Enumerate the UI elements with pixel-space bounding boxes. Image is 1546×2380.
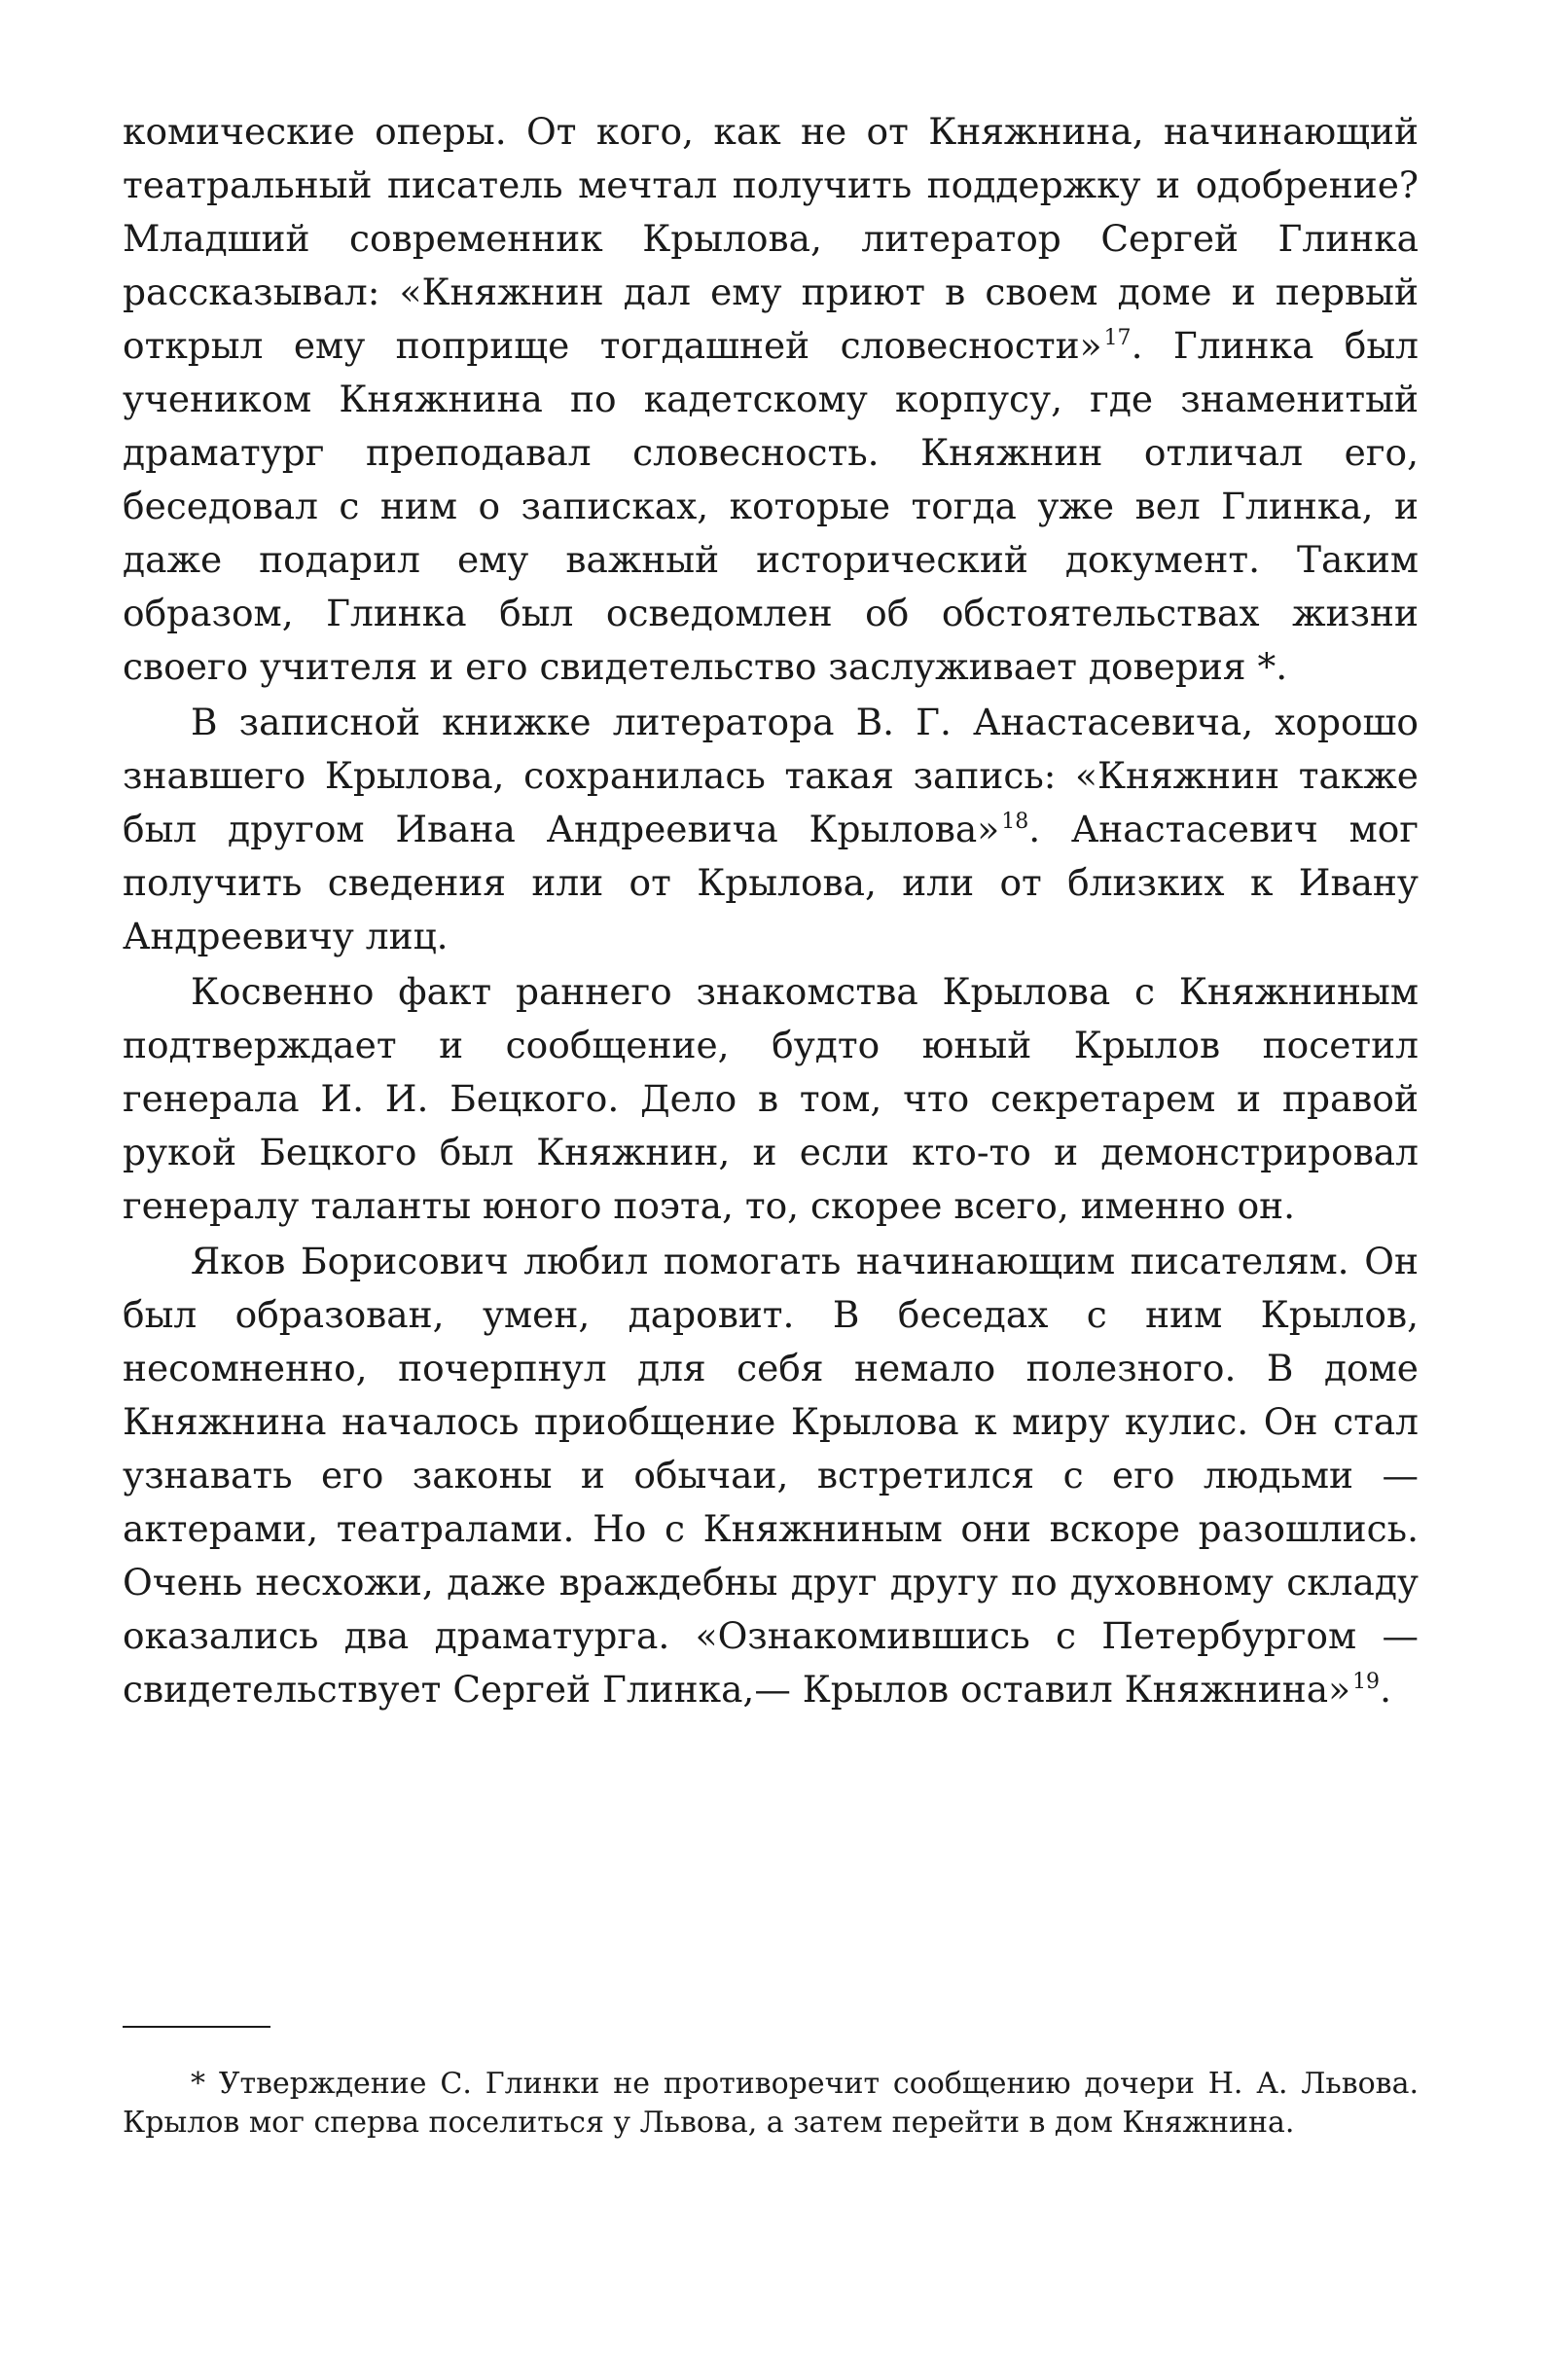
paragraph-3-text: Косвенно факт раннего знакомства Крылова с Княжниным подтверждает и сообщение, будто юный Крылов посетил генерала И. И. Бецкого. Дело в том, что секретарем и правой рукой Бецкого был Княжнин, и если кто-то и демонстрировал генералу таланты юного поэта, то, скорее всего, именно он. [123,970,1419,1227]
footnote-separator [123,2026,270,2028]
paragraph-4-tail: . [1380,1668,1391,1711]
paragraph-1-text: комические оперы. От кого, как не от Княжнина, начинающий театральный писатель мечтал получить поддержку и одобрение? Младший современник Крылова, литератор Сергей Глинка рассказывал: «Княжнин дал ему приют в своем доме и первый открыл ему поприще тогдашней словесности» [123,110,1419,367]
paragraph-1 [123,105,1419,694]
footnote-ref-18: 18 [1001,810,1029,834]
paragraph-4 [123,1235,1419,1716]
paragraph-1-tail: . Глинка был учеником Княжнина по кадетскому корпусу, где знаменитый драматург преподавал словесность. Княжнин отличал его, беседовал с ним о записках, которые тогда уже вел Глинка, и даже подарил ему важный исторический документ. Таким образом, Глинка был осведомлен об обстоятельствах жизни своего учителя и его свидетельство заслуживает доверия *. [123,324,1419,688]
footnote-ref-19: 19 [1352,1670,1381,1694]
paragraph-2-tail: . Анастасевич мог получить сведения или от Крылова, или от близких к Ивану Андреевичу лиц. [123,808,1419,957]
footnote: * Утверждение С. Глинки не противоречит сообщению дочери Н. А. Львова. Крылов мог сперва поселиться у Львова, а затем перейти в дом Княжнина. [123,2067,1419,2140]
paragraph-4-text: Яков Борисович любил помогать начинающим писателям. Он был образован, умен, даровит. В беседах с ним Крылов, несомненно, почерпнул для себя немало полезного. В доме Княжнина началось приобщение Крылова к миру кулис. Он стал узнавать его законы и обычаи, встретился с его людьми — актерами, театралами. Но с Княжниным они вскоре разошлись. Очень несхожи, даже враждебны друг другу по духовному складу оказались два драматурга. «Ознакомившись с Петербургом — свидетельствует Сергей Глинка,— Крылов оставил Княжнина» [123,1240,1419,1711]
main-text [123,105,1419,1716]
paragraph-2 [123,696,1419,963]
paragraph-3 [123,965,1419,1233]
paragraph-2-text: В записной книжке литератора В. Г. Анастасевича, хорошо знавшего Крылова, сохранилась такая запись: «Княжнин также был другом Ивана Андреевича Крылова» [123,701,1419,850]
footnote-ref-17: 17 [1103,326,1132,350]
